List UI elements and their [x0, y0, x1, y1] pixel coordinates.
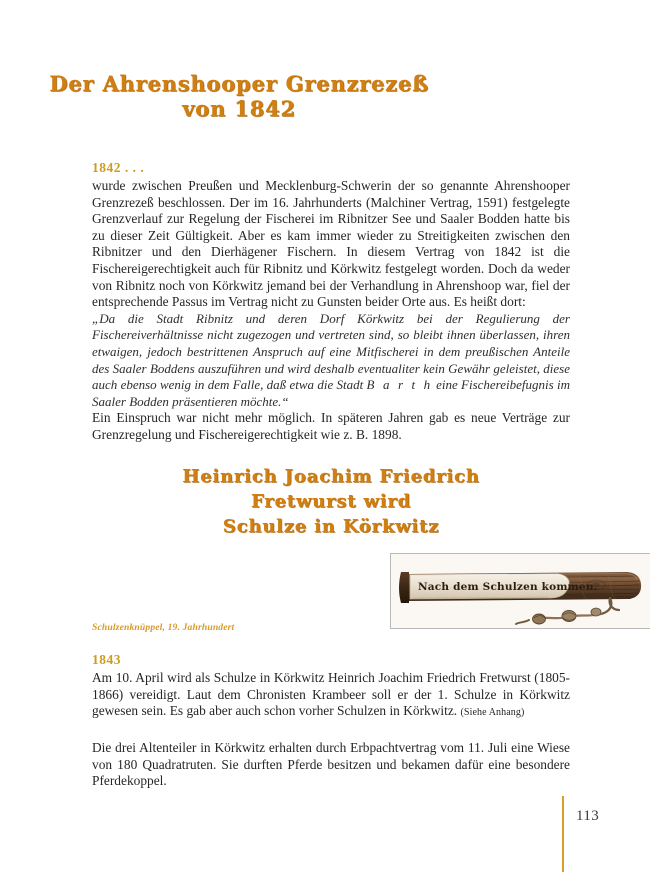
- quoted-passage: [92, 311, 570, 411]
- schulzenknueppel-illustration: [391, 554, 650, 628]
- section-title-line-2: Fretwurst wird: [250, 490, 412, 512]
- folio-rule: [562, 796, 564, 872]
- page-title-line-2: von 1842: [182, 95, 296, 121]
- baton-end-cap: [399, 572, 409, 603]
- year-label-1843: 1843: [92, 652, 121, 667]
- figure-caption: Schulzenknüppel, 19. Jahrhundert: [92, 622, 235, 633]
- page-title-line-1: Der Ahrenshooper Grenzrezeß: [49, 71, 429, 96]
- paragraph-1843-annex-note: (Siehe Anhang): [460, 707, 525, 719]
- figure-image: [391, 554, 650, 628]
- section-title-line-3: Schulze in Körkwitz: [222, 515, 440, 537]
- figure-schulzenknueppel: [390, 553, 650, 629]
- page-number: 113: [576, 808, 600, 824]
- paragraph-1843-text: Am 10. April wird als Schulze in Körkwitz Heinrich Joachim Friedrich Fretwurst (1805-1866) vereidigt. Laut dem Chronisten Krambeer soll er der 1. Schulze in Körkwitz gewesen sein. Es gab aber auch schon vorher Schulzen in Körkwitz.: [92, 670, 570, 719]
- section-title-line-1: Heinrich Joachim Friedrich: [182, 466, 480, 487]
- paragraph-1842: wurde zwischen Preußen und Mecklenburg-Schwerin der so genannte Ahrenshooper Grenzrezeß beschlossen. Der im 16. Jahrhunderts (Malchiner Vertrag, 1591) festgelegte Grenzverlauf zur Regelung der Fischerei im Ribnitzer See und Saaler Bodden hatte bis zu dieser Zeit Gültigkeit. Aber es kam immer wieder zu Streitigkeiten zwischen den Ribnitzer und den Dierhägener Fischern. In diesem Vertrag von 1842 ist die Fischereigerechtigkeit auch für Ribnitz und Körkwitz festgelegt worden. Doch da weder von Ribnitz noch von Körkwitz jemand bei der Verhandlung in Ahrenshoop war, fiel der entsprechende Passus im Vertrag nicht zu Gunsten beider Orte aus. Es heißt dort:: [92, 178, 570, 310]
- quote-text-part-2: eine Fischereibefugnis im Saaler Bodden präsentieren möchte.“: [92, 377, 570, 409]
- paragraph-after-quote: Ein Einspruch war nicht mehr möglich. In späteren Jahren gab es neue Verträge zur Grenzregelung und Fischereigerechtigkeit wie z. B. 1898.: [92, 410, 570, 442]
- year-label-1842: 1842 . . .: [92, 160, 145, 175]
- baton-inscription: Nach dem Schulzen kommen.: [418, 581, 598, 593]
- quote-text-part-1: „Da die Stadt Ribnitz und deren Dorf Körkwitz bei der Regulierung der Fischereiverhältnisse nicht zugezogen und vertreten sind, so bleibt ihnen überlassen, ihren etwaigen, jedoch bestrittenen Anspruch auf eine Mitfischerei in dem preußischen Anteile des Saaler Boddens auszuführen und wird deshalb eventualiter kein Gewähr geleistet, diese auch ebenso wenig in dem Falle, daß etwa die Stadt: [92, 310, 570, 393]
- section-title-fretwurst: [92, 465, 570, 539]
- paragraph-1843: [92, 670, 570, 722]
- quote-emphasis-barth: B a r t h: [366, 377, 433, 393]
- page-title: [0, 72, 478, 122]
- paragraph-altenteiler: Die drei Altenteiler in Körkwitz erhalten durch Erbpachtvertrag vom 11. Juli eine Wiese von 180 Quadratruten. Sie durften Pferde besitzen und bekamen dafür eine besondere Pferdekoppel.: [92, 740, 570, 789]
